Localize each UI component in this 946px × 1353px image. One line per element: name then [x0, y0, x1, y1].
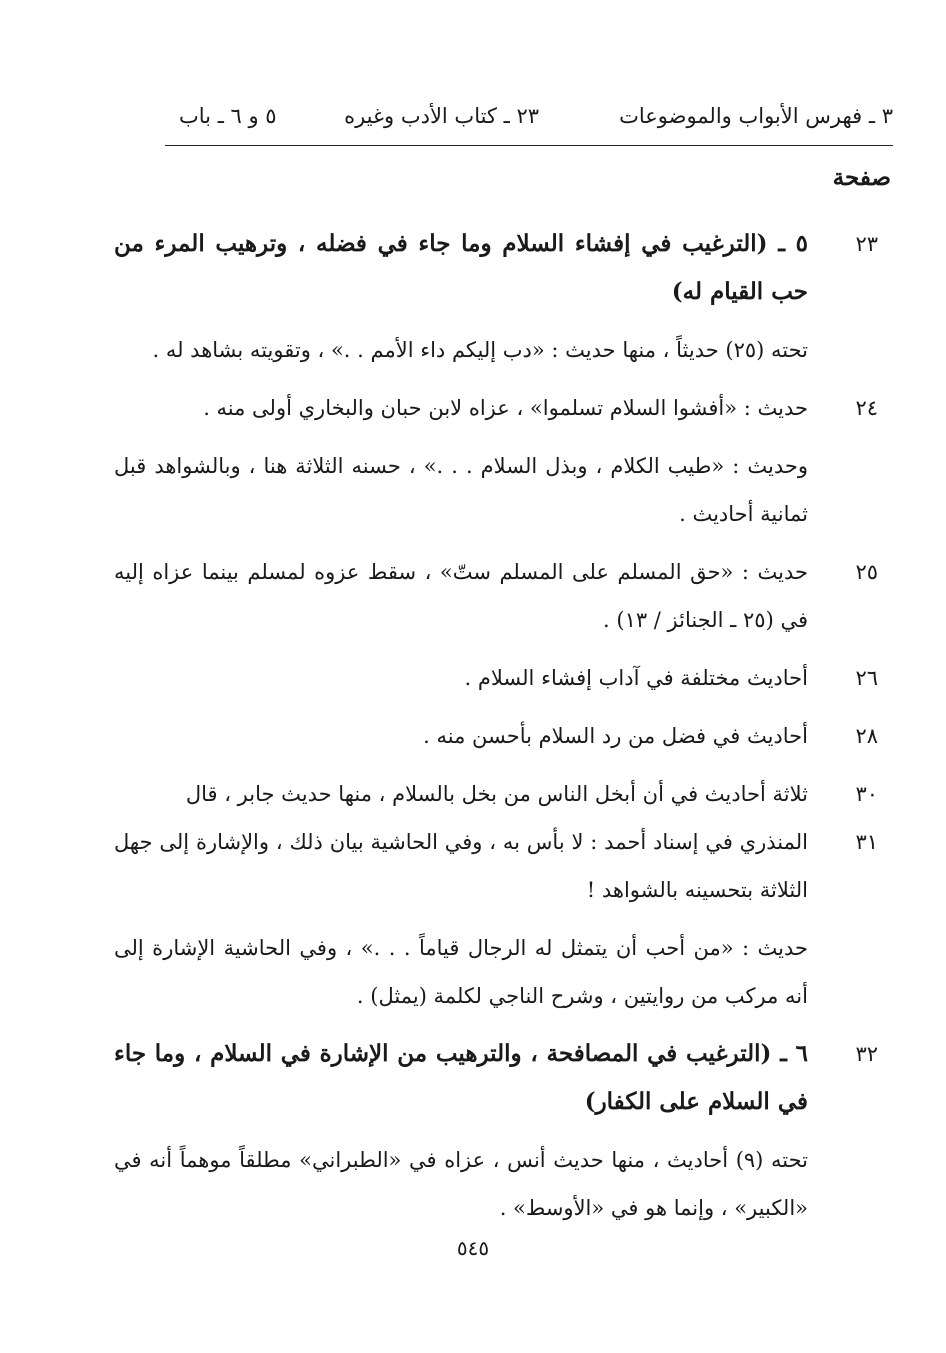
header-chapter: ٥ و ٦ ـ باب	[179, 104, 277, 128]
index-entry	[114, 818, 894, 914]
entry-text: أحاديث في فضل من رد السلام بأحسن منه .	[423, 724, 808, 748]
entry-page-number: ٢٦	[855, 666, 878, 690]
entry-paragraph: حديث : «من أحب أن يتمثل له الرجال قياماً . . .» ، وفي الحاشية الإشارة إلى أنه مركب من روايتين ، وشرح الناجي لكلمة (يمثل) .	[114, 936, 808, 1008]
entry-page-number: ٣٠	[855, 782, 878, 806]
entry-page-number: ٢٨	[855, 724, 878, 748]
page-number: ٥٤٥	[456, 1236, 490, 1260]
entry-text: ثلاثة أحاديث في أن أبخل الناس من بخل بالسلام ، منها حديث جابر ، قال	[185, 782, 808, 806]
index-entry	[114, 770, 894, 818]
index-entry-heading	[114, 1030, 894, 1126]
entry-page-number: ٢٣	[855, 232, 878, 256]
index-entry	[114, 548, 894, 644]
index-entry	[114, 712, 894, 760]
entry-paragraph: تحته (٩) أحاديث ، منها حديث أنس ، عزاه في «الطبراني» مطلقاً موهماً أنه في «الكبير» ، وإنما هو في «الأوسط» .	[114, 1148, 808, 1220]
entry-page-number: ٢٥	[855, 560, 878, 584]
index-entry	[114, 654, 894, 702]
entry-text: ٥ ـ (الترغيب في إفشاء السلام وما جاء في فضله ، وترهيب المرء من حب القيام له)	[114, 230, 808, 305]
header-book-title: ٢٣ ـ كتاب الأدب وغيره	[344, 104, 539, 128]
entry-text: حديث : «أفشوا السلام تسلموا» ، عزاه لابن حبان والبخاري أولى منه .	[203, 396, 808, 420]
index-entry	[114, 384, 894, 432]
entry-text: ٦ ـ (الترغيب في المصافحة ، والترهيب من الإشارة في السلام ، وما جاء في السلام على الكفار)	[114, 1040, 808, 1115]
running-header	[165, 96, 893, 136]
entry-text: أحاديث مختلفة في آداب إفشاء السلام .	[464, 666, 808, 690]
entry-page-number: ٣٢	[855, 1042, 878, 1066]
index-entries	[114, 220, 894, 1242]
page-column-label: صفحة	[832, 164, 891, 191]
header-rule	[165, 145, 893, 146]
entry-page-number: ٣١	[855, 830, 878, 854]
entry-page-number: ٢٤	[855, 396, 878, 420]
entry-text: المنذري في إسناد أحمد : لا بأس به ، وفي الحاشية بيان ذلك ، والإشارة إلى جهل الثلاثة بتحسينه بالشواهد !	[114, 830, 808, 902]
index-entry-heading	[114, 220, 894, 316]
entry-paragraph: وحديث : «طيب الكلام ، وبذل السلام . . .» ، حسنه الثلاثة هنا ، وبالشواهد قبل ثمانية أحاديث .	[114, 454, 808, 526]
entry-paragraph: تحته (٢٥) حديثاً ، منها حديث : «دب إليكم داء الأمم . .» ، وتقويته بشاهد له .	[152, 338, 808, 362]
header-section-title: ٣ ـ فهرس الأبواب والموضوعات	[619, 104, 893, 128]
entry-text: حديث : «حق المسلم على المسلم ستّ» ، سقط عزوه لمسلم بينما عزاه إليه في (٢٥ ـ الجنائز / ١٣) .	[114, 560, 808, 632]
